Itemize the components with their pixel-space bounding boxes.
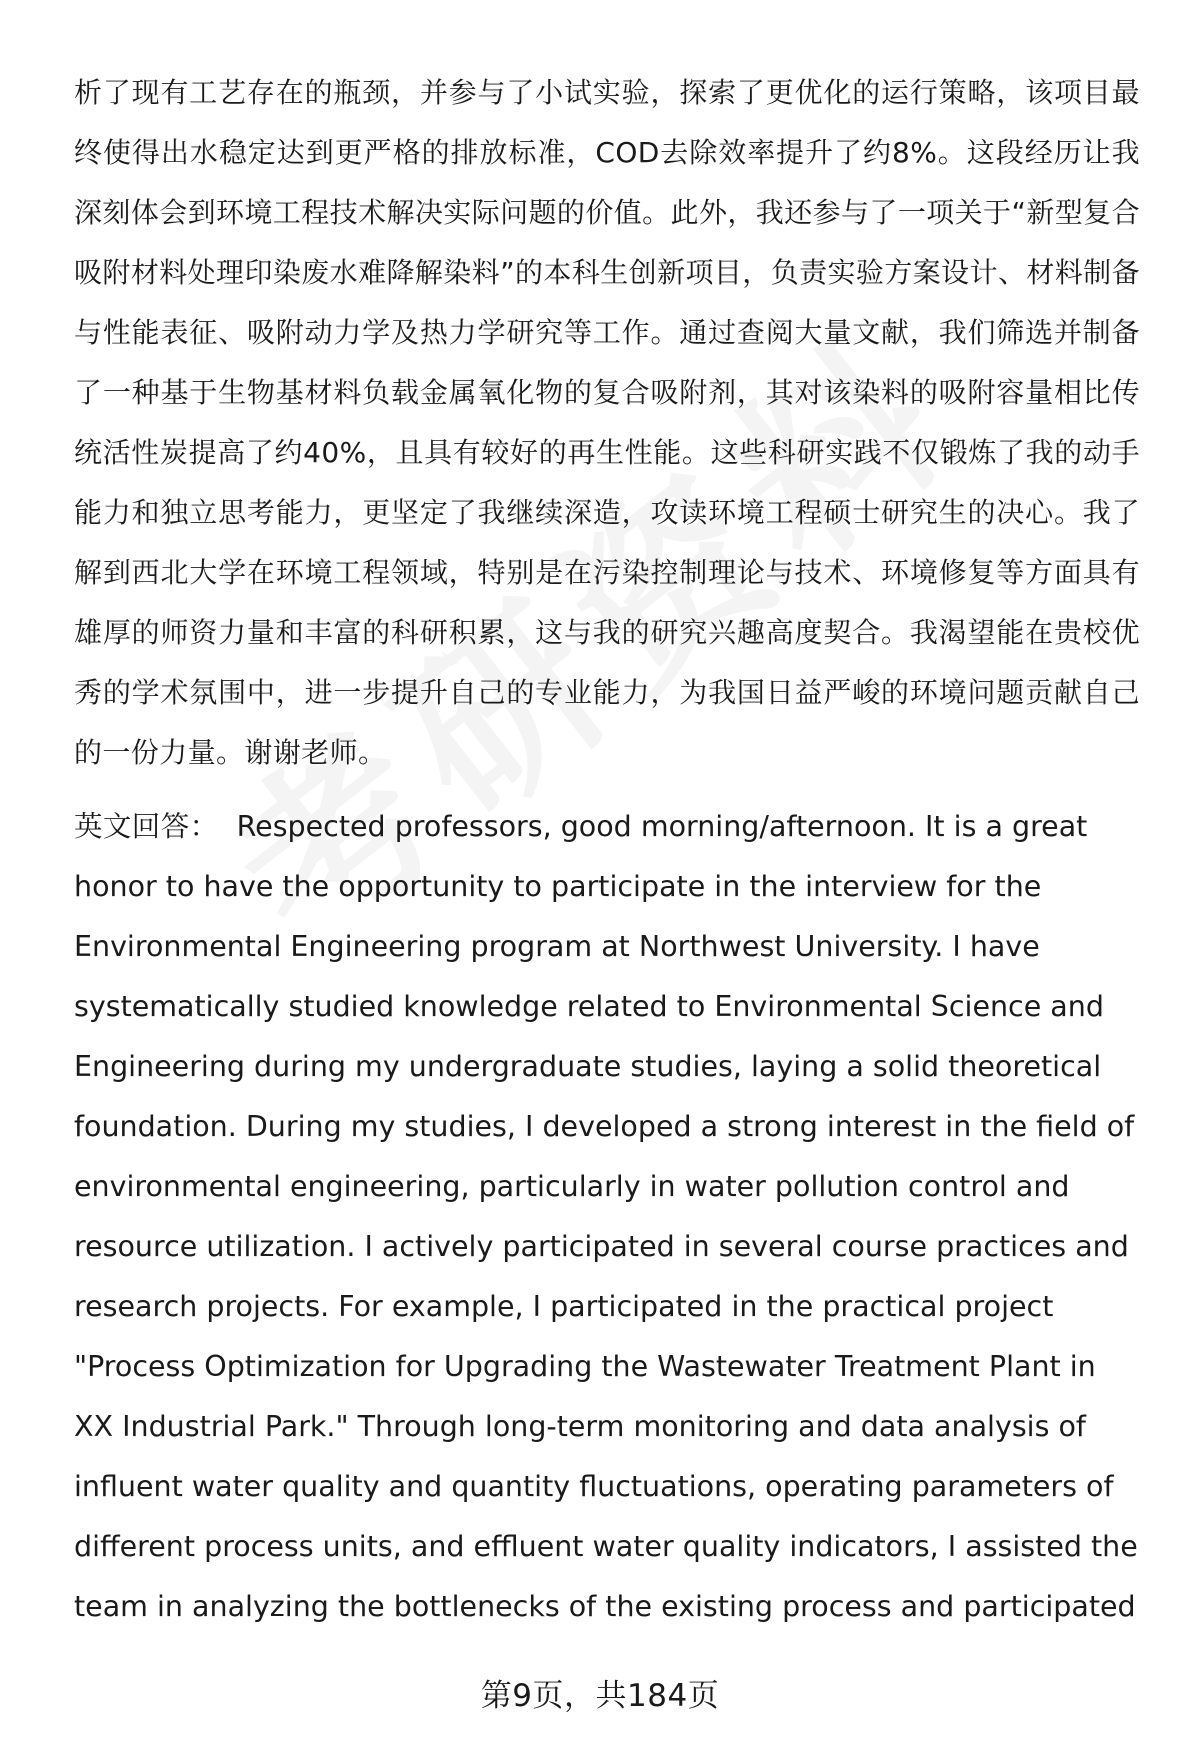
english-answer-label: 英文回答： bbox=[74, 810, 219, 843]
page-number-footer: 第9页，共184页 bbox=[480, 1678, 720, 1714]
english-answer-paragraph bbox=[74, 797, 1140, 1637]
english-answer-text: Respected professors, good morning/afternoon. It is a great honor to have the opportunity to participate in the interview for the Environmental Engineering program at Northwest University. I have systematically studied knowledge related to Environmental Science and Engineering during my undergraduate studies, laying a solid theoretical foundation. During my studies, I developed a strong interest in the field of environmental engineering, particularly in water pollution control and resource utilization. I actively participated in several course practices and research projects. For example, I participated in the practical project "Process Optimization for Upgrading the Wastewater Treatment Plant in XX Industrial Park." Through long-term monitoring and data analysis of influent water quality and quantity fluctuations, operating parameters of different process units, and effluent water quality indicators, I assisted the team in analyzing the bottlenecks of the existing process and participated bbox=[74, 810, 1138, 1623]
chinese-answer-paragraph: 析了现有工艺存在的瓶颈，并参与了小试实验，探索了更优化的运行策略，该项目最终使得出水稳定达到更严格的排放标准，COD去除效率提升了约8%。这段经历让我深刻体会到环境工程技术解决实际问题的价值。此外，我还参与了一项关于“新型复合吸附材料处理印染废水难降解染料”的本科生创新项目，负责实验方案设计、材料制备与性能表征、吸附动力学及热力学研究等工作。通过查阅大量文献，我们筛选并制备了一种基于生物基材料负载金属氧化物的复合吸附剂，其对该染料的吸附容量相比传统活性炭提高了约40%，且具有较好的再生性能。这些科研实践不仅锻炼了我的动手能力和独立思考能力，更坚定了我继续深造，攻读环境工程硕士研究生的决心。我了解到西北大学在环境工程领域，特别是在污染控制理论与技术、环境修复等方面具有雄厚的师资力量和丰富的科研积累，这与我的研究兴趣高度契合。我渴望能在贵校优秀的学术氛围中，进一步提升自己的专业能力，为我国日益严峻的环境问题贡献自己的一份力量。谢谢老师。 bbox=[74, 76, 1140, 769]
page-content bbox=[74, 63, 1140, 1637]
